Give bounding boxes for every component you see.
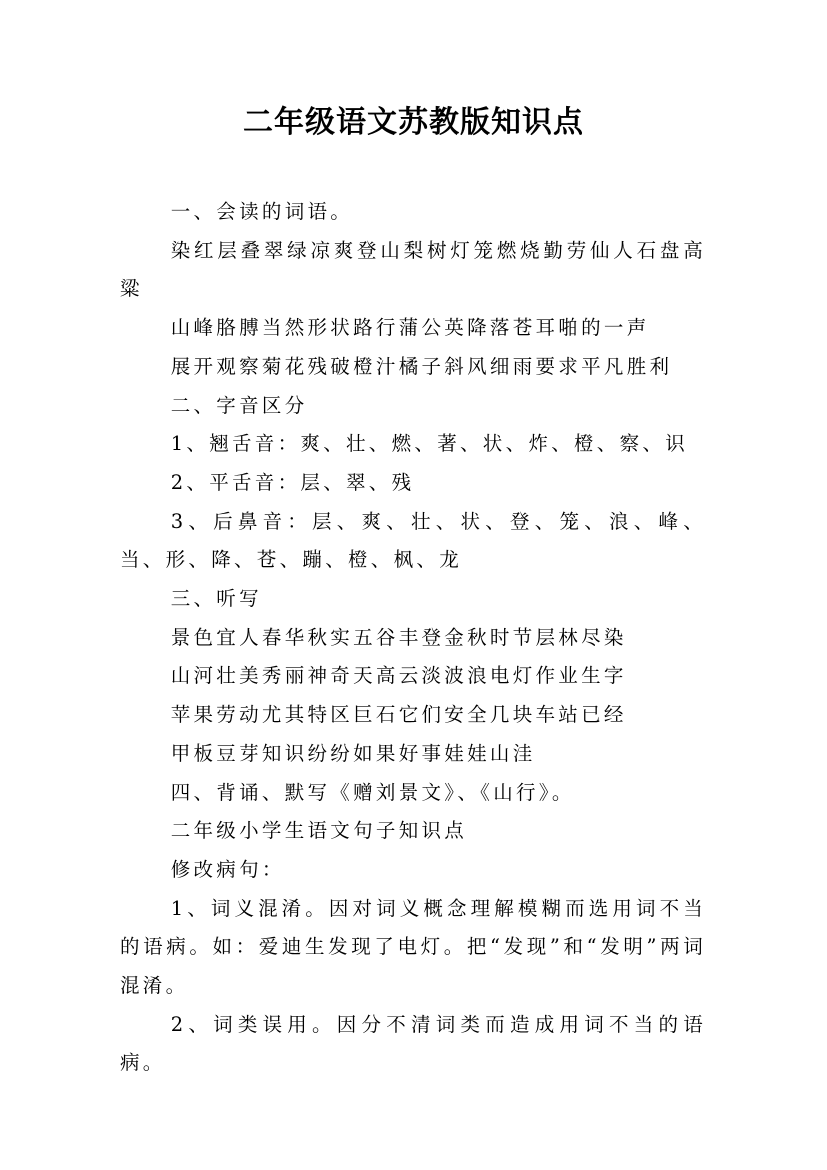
paragraph-dictation-4: 甲板豆芽知识纷纷如果好事娃娃山洼 — [170, 741, 536, 765]
paragraph-rule-1: 1、词义混淆。因对词义概念理解模糊而选用词不当的语病。如：爱迪生发现了电灯。把“发现”和“发明”两词混淆。 — [120, 896, 706, 998]
paragraph-sentence-title: 二年级小学生语文句子知识点 — [170, 819, 468, 843]
paragraph-back-nasal: 3、后鼻音：层、爽、壮、状、登、笼、浪、峰、当、形、降、苍、蹦、橙、枫、龙 — [120, 509, 706, 572]
paragraph-retroflex: 1、翘舌音：爽、壮、燃、著、状、炸、橙、察、识 — [170, 432, 688, 456]
document-title: 二年级语文苏教版知识点 — [243, 105, 584, 140]
paragraph-rule-2: 2、词类误用。因分不清词类而造成用词不当的语病。 — [120, 1012, 706, 1075]
paragraph-words-2: 山峰胳膊当然形状路行蒲公英降落苍耳啪的一声 — [170, 316, 650, 340]
paragraph-heading-4: 四、背诵、默写《赠刘景文》、《山行》。 — [170, 780, 575, 804]
paragraph-dictation-3: 苹果劳动尤其特区巨石它们安全几块车站已经 — [170, 703, 627, 727]
paragraph-heading-1: 一、会读的词语。 — [170, 200, 354, 223]
paragraph-heading-3: 三、听写 — [170, 587, 262, 611]
paragraph-flat-tongue: 2、平舌音：层、翠、残 — [170, 470, 415, 494]
document-body — [120, 193, 706, 1083]
paragraph-heading-2: 二、字音区分 — [170, 393, 308, 417]
paragraph-words-1: 染红层叠翠绿凉爽登山梨树灯笼燃烧勤劳仙人石盘高粱 — [120, 238, 706, 301]
paragraph-words-3: 展开观察菊花残破橙汁橘子斜风细雨要求平凡胜利 — [170, 354, 673, 378]
paragraph-dictation-1: 景色宜人春华秋实五谷丰登金秋时节层林尽染 — [170, 625, 627, 649]
paragraph-dictation-2: 山河壮美秀丽神奇天高云淡波浪电灯作业生字 — [170, 664, 627, 688]
paragraph-correction: 修改病句： — [170, 857, 285, 881]
